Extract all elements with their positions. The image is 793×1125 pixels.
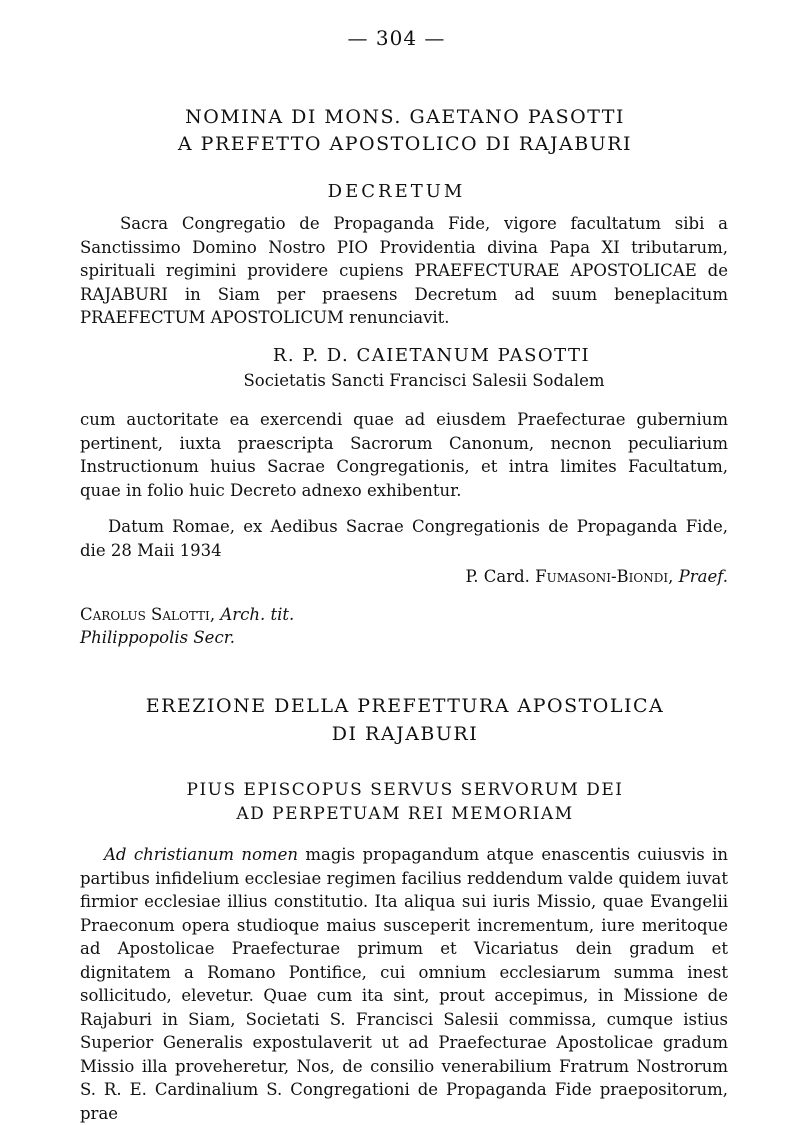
bull-paragraph-1 [80, 843, 728, 1125]
section2-title-line2: DI RAJABURI [331, 723, 479, 745]
page-number: — 304 — [347, 26, 446, 50]
section2-subtitle [60, 778, 750, 826]
signature-cardinal-name: Fumasoni-Biondi [535, 567, 669, 586]
bull-paragraph-1-text: magis propagandum atque enascentis cuiusvis in partibus infidelium ecclesiae regimen facilius reddendum valde quidem iuvat firmior ecclesiae illius constitutio. Ita aliqua sui iuris Missio, quae Evangelii Praeconum opera studioque maius susceperit incrementum, iure meritoque ad Apostolicae Praefecturae primum et Vicariatus dein gradum et dignitatem a Romano Pontifice, cui omnium ecclesiarum summa inest sollicitudo, elevetur. Quae cum ita sint, prout accepimus, in Missione de Rajaburi in Siam, Societati S. Francisci Salesii commissa, cumque istius Superior Generalis expostulaverit ut ad Praefecturae Apostolicae gradum Missio illa proveheretur, Nos, de consilio venerabilium Fratrum Nostrorum S. R. E. Cardinalium S. Congregationi de Propaganda Fide praepositorum, prae [80, 845, 728, 1123]
signature-secretary-title: Arch. tit. Philippopolis Secr. [80, 605, 295, 647]
section2-subtitle-line1: PIUS EPISCOPUS SERVUS SERVORUM DEI [186, 780, 624, 800]
decretum-paragraph-1 [80, 212, 728, 330]
decretum-paragraph-2-text: cum auctoritate ea exercendi quae ad eiusdem Praefecturae gubernium pertinent, iuxta praescripta Sacrorum Canonum, necnon peculiarium Instructionum huius Sacrae Congregationis, et intra limites Facultatum, quae in folio huic Decreto adnexo exhibentur. [80, 410, 728, 500]
signature-secretary: Carolus Salotti, Arch. tit. Philippopolis Secr. [80, 605, 295, 647]
decretum-heading: DECRETUM [327, 181, 466, 202]
decretum-paragraph-1-text: Sacra Congregatio de Propaganda Fide, vigore facultatum sibi a Sanctissimo Domino Nostro PIO Providentia divina Papa XI tributarum, spirituali regimini providere cupiens PRAEFECTURAE APOSTOLICAE de RAJABURI in Siam per praesens Decretum ad suum beneplacitum PRAEFECTUM APOSTOLICUM renunciavit. [80, 214, 728, 327]
signature-cardinal-title: Praef. [678, 567, 728, 586]
section1-title-line2: A PREFETTO APOSTOLICO DI RAJABURI [177, 133, 633, 155]
decretum-date-text: Datum Romae, ex Aedibus Sacrae Congregationis de Propaganda Fide, die 28 Maii 1934 [80, 517, 728, 560]
decretum-paragraph-2 [80, 408, 728, 502]
section1-title [60, 104, 750, 158]
signature-cardinal-prefix: P. Card. [465, 567, 530, 586]
bull-incipit: Ad christianum nomen [104, 845, 298, 864]
section2-subtitle-line2: AD PERPETUAM REI MEMORIAM [236, 804, 574, 824]
section1-title-line1: NOMINA DI MONS. GAETANO PASOTTI [185, 106, 625, 128]
signature-cardinal: P. Card. Fumasoni-Biondi, Praef. [465, 567, 728, 586]
section2-title [60, 692, 750, 748]
section2-title-line1: EREZIONE DELLA PREFETTURA APOSTOLICA [145, 695, 665, 717]
appointee-name: R. P. D. CAIETANUM PASOTTI [272, 345, 591, 366]
appointee-block [0, 343, 793, 393]
signature-secretary-name: Carolus Salotti [80, 605, 210, 624]
decretum-date-paragraph [80, 515, 728, 562]
appointee-description: Societatis Sancti Francisci Salesii Sodalem [243, 371, 605, 390]
